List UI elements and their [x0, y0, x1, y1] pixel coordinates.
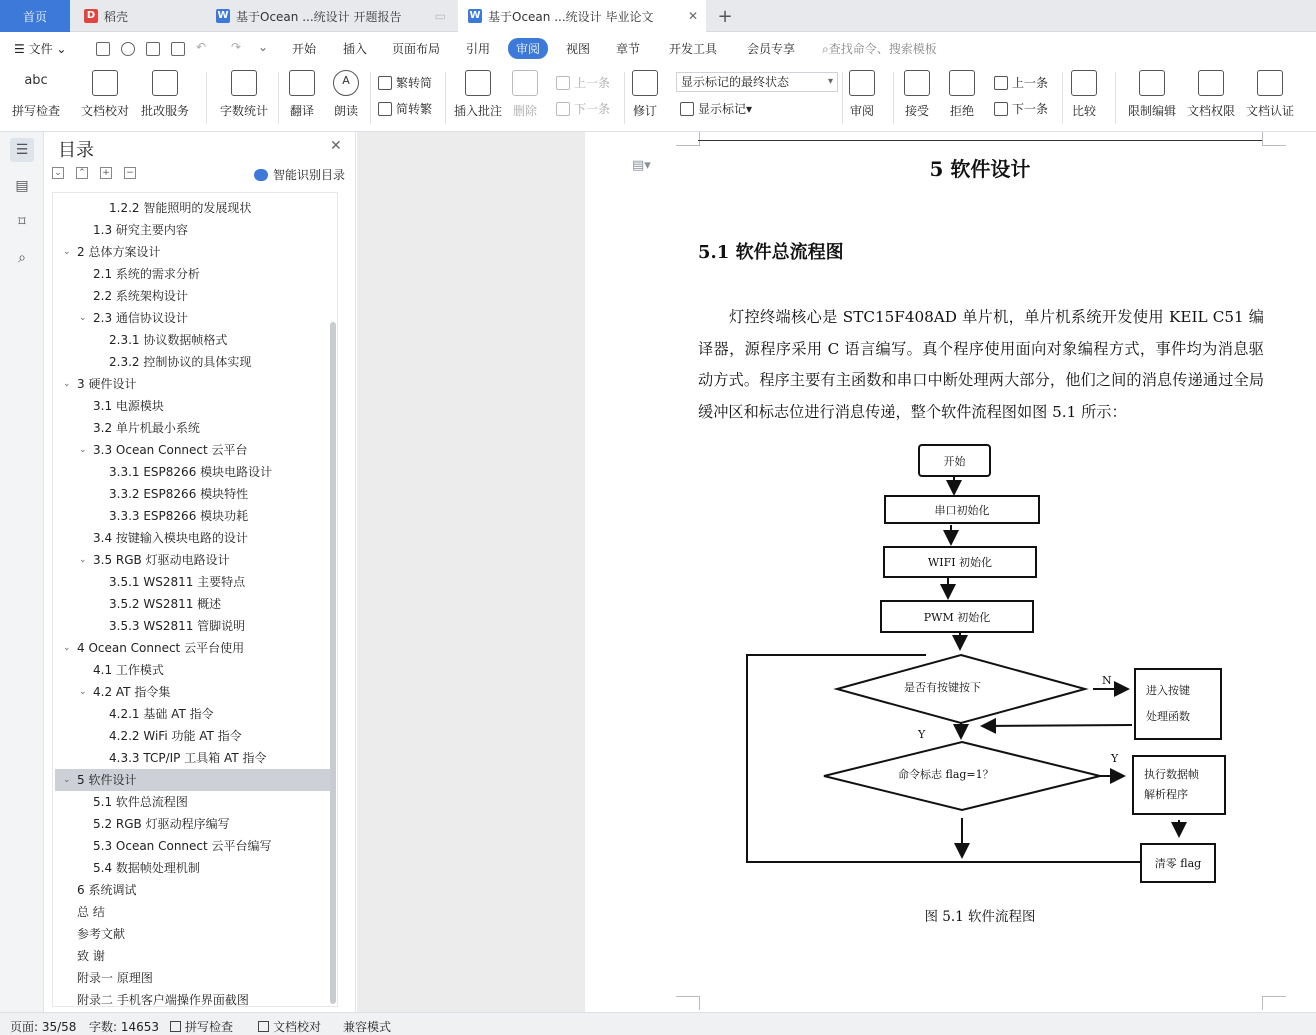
- doc-permission-label: 文档权限: [1187, 104, 1236, 118]
- toc-item-label: 2.1 系统的需求分析: [93, 267, 200, 281]
- flow-clear-flag[interactable]: 清零 flag: [1140, 843, 1216, 883]
- page-corner-mark: [676, 996, 700, 1010]
- toc-item-label: 4.2 AT 指令集: [93, 685, 171, 699]
- add-heading-icon[interactable]: +: [100, 167, 112, 179]
- chevron-down-icon[interactable]: ⌄: [79, 445, 87, 455]
- status-spell-check[interactable]: [170, 1018, 233, 1035]
- toc-item-label: 5.3 Ocean Connect 云平台编写: [93, 839, 272, 853]
- toc-scrollbar[interactable]: [330, 322, 336, 1004]
- compare-icon: [1071, 70, 1097, 96]
- markup-state-select[interactable]: 显示标记的最终状态 ▾: [676, 72, 838, 92]
- chevron-down-icon[interactable]: ⌄: [79, 313, 87, 323]
- body-paragraph[interactable]: 灯控终端核心是 STC15F408AD 单片机，单片机系统开发使用 KEIL C51 编译器，源程序采用 C 语言编写。真个程序使用面向对象编程方式，事件均为消息驱动方式。程序主要有主函数和串口中断处理两大部分，他们之间的消息传递通过全局缓冲区和标志位进行消息传递，整个软件流程图如图 5.1 所示：: [698, 308, 1264, 421]
- insert-comment-button[interactable]: [454, 70, 502, 119]
- tab-doc-thesis-label: 基于Ocean ...统设计 毕业论文: [488, 9, 654, 24]
- compat-mode: 兼容模式: [343, 1020, 392, 1034]
- status-bar: [0, 1012, 1316, 1035]
- toc-item[interactable]: [55, 329, 333, 351]
- daoke-icon: D: [84, 9, 98, 23]
- toc-item[interactable]: [55, 285, 333, 307]
- flow-label-y: Y: [918, 728, 926, 741]
- toc-item-label: 1.2.2 智能照明的发展现状: [109, 201, 252, 215]
- spell-check-icon: abc: [24, 73, 48, 88]
- restrict-edit-button[interactable]: [1128, 70, 1176, 119]
- insert-comment-icon: [465, 70, 491, 96]
- toc-item[interactable]: [55, 241, 333, 263]
- word-doc-icon: W: [469, 10, 481, 21]
- track-changes-button[interactable]: [632, 70, 658, 119]
- toc-item[interactable]: [55, 637, 333, 659]
- header-rule: [698, 140, 1262, 141]
- figure-caption[interactable]: 图 5.1 软件流程图: [924, 909, 1036, 925]
- collapse-all-icon[interactable]: ⌄: [52, 167, 64, 179]
- toc-item-label: 3.2 单片机最小系统: [93, 421, 200, 435]
- cloud-sync-icon: ▭: [434, 9, 446, 23]
- chapter-heading[interactable]: 5 软件设计: [929, 157, 1031, 181]
- spell-check-label: 拼写检查: [12, 104, 61, 118]
- word-count-indicator[interactable]: 字数: 14653: [89, 1020, 160, 1034]
- next-change-button[interactable]: [994, 100, 1048, 117]
- toc-item-label: 6 系统调试: [77, 883, 137, 897]
- toc-item-label: 3.3.1 ESP8266 模块电路设计: [109, 465, 273, 479]
- toc-item[interactable]: [55, 923, 333, 945]
- toc-item[interactable]: [55, 571, 333, 593]
- toc-item[interactable]: [55, 197, 333, 219]
- toc-item-label: 4.3.3 TCP/IP 工具箱 AT 指令: [109, 751, 267, 765]
- close-tab-icon[interactable]: ✕: [687, 9, 698, 23]
- doc-certify-button[interactable]: [1246, 70, 1294, 119]
- toc-item-label: 2.3.1 协议数据帧格式: [109, 333, 228, 347]
- toc-item[interactable]: [55, 791, 333, 813]
- toc-item-label: 3.3.2 ESP8266 模块特性: [109, 487, 249, 501]
- toc-item[interactable]: [55, 703, 333, 725]
- toc-item-label: 2.2 系统架构设计: [93, 289, 188, 303]
- read-aloud-icon: A: [333, 70, 359, 96]
- ai-icon: [254, 169, 268, 181]
- toc-item[interactable]: [55, 549, 333, 571]
- new-tab-button[interactable]: +: [717, 5, 733, 27]
- page-indicator[interactable]: 页面: 35/58: [10, 1020, 77, 1034]
- toc-item-label: 5 软件设计: [77, 773, 137, 787]
- simp-to-trad-icon: [378, 102, 392, 116]
- toc-item[interactable]: [55, 351, 333, 373]
- show-markup-label: 显示标记: [698, 102, 747, 116]
- smart-toc-label: 智能识别目录: [273, 168, 346, 182]
- delete-comment-button[interactable]: [512, 70, 538, 119]
- simp-to-trad-label: 简转繁: [396, 102, 433, 116]
- file-menu[interactable]: ☰ 文件 ⌄: [14, 42, 67, 56]
- ribbon-divider: [278, 72, 279, 124]
- trad-to-simp-button[interactable]: [378, 74, 432, 91]
- toc-item-label: 1.3 研究主要内容: [93, 223, 188, 237]
- ribbon-divider: [445, 72, 446, 124]
- word-count-icon: [231, 70, 257, 96]
- toc-item-label: 5.4 数据帧处理机制: [93, 861, 200, 875]
- toc-item-label: 4.1 工作模式: [93, 663, 164, 677]
- toc-item-label: 4 Ocean Connect 云平台使用: [77, 641, 245, 655]
- search-icon: ⌕: [822, 42, 829, 56]
- toc-item[interactable]: [55, 945, 333, 967]
- toc-item[interactable]: [55, 857, 333, 879]
- lock-icon: [1139, 70, 1165, 96]
- toc-item-label: 2.3 通信协议设计: [93, 311, 188, 325]
- toc-item[interactable]: [55, 813, 333, 835]
- word-count-button[interactable]: [220, 70, 268, 119]
- accept-label: 接受: [904, 104, 929, 118]
- flow-uart-init[interactable]: 串口初始化: [884, 495, 1040, 524]
- tab-doc-proposal[interactable]: [206, 0, 454, 32]
- tab-daoke-label: 稻壳: [104, 9, 129, 24]
- read-aloud-label: 朗读: [333, 104, 358, 118]
- annotate-service-icon: [152, 70, 178, 96]
- menu-start[interactable]: 开始: [292, 42, 317, 56]
- status-proof-label: 文档校对: [273, 1020, 322, 1034]
- export-icon[interactable]: [121, 42, 135, 56]
- review-pane-button[interactable]: [849, 70, 875, 119]
- flow-start[interactable]: 开始: [918, 444, 991, 477]
- toc-item[interactable]: [55, 681, 333, 703]
- read-aloud-button[interactable]: [333, 70, 359, 119]
- flow-flag-decision[interactable]: 命令标志 flag=1？: [898, 768, 994, 781]
- show-markup-button[interactable]: 显示标记 ▾: [680, 100, 752, 117]
- toc-item-label: 附录一 原理图: [77, 971, 153, 985]
- ribbon-divider: [370, 72, 371, 124]
- toc-item[interactable]: [55, 725, 333, 747]
- next-change-icon: [994, 102, 1008, 116]
- tab-home-label: 首页: [22, 9, 47, 24]
- reject-label: 拒绝: [949, 104, 974, 118]
- toc-item[interactable]: [55, 527, 333, 549]
- prev-comment-icon: [556, 76, 570, 90]
- menu-devtools[interactable]: 开发工具: [669, 42, 718, 56]
- toc-item[interactable]: [55, 439, 333, 461]
- section-heading[interactable]: 5.1 软件总流程图: [698, 242, 844, 263]
- bookmark-icon[interactable]: ⌑: [18, 214, 26, 230]
- toc-item[interactable]: [55, 373, 333, 395]
- annotate-service-button[interactable]: [141, 70, 189, 119]
- toc-item[interactable]: [55, 395, 333, 417]
- smart-toc-button[interactable]: [254, 166, 345, 183]
- reject-button[interactable]: [949, 70, 975, 119]
- flow-label-y: Y: [1111, 752, 1119, 765]
- toc-item-label: 3.4 按键输入模块电路的设计: [93, 531, 248, 545]
- spell-check-button[interactable]: [12, 70, 60, 119]
- toc-item-label: 附录二 手机客户端操作界面截图: [77, 993, 249, 1007]
- command-search-label: 查找命令、搜索模板: [828, 42, 937, 56]
- prev-change-icon: [994, 76, 1008, 90]
- prev-change-button[interactable]: [994, 74, 1048, 91]
- more-icon[interactable]: ⌄: [258, 40, 269, 54]
- next-change-label: 下一条: [1012, 102, 1049, 116]
- toc-panel: [44, 132, 356, 1012]
- word-doc-icon: W: [217, 10, 229, 21]
- menu-chapter[interactable]: 章节: [616, 42, 641, 56]
- toc-item[interactable]: [55, 835, 333, 857]
- toc-item-label: 3.1 电源模块: [93, 399, 164, 413]
- flow-parse-line2: 解析程序: [1144, 788, 1188, 801]
- flow-parse-line1: 执行数据帧: [1144, 768, 1199, 781]
- compare-label: 比较: [1071, 104, 1096, 118]
- trad-to-simp-icon: [378, 76, 392, 90]
- flow-key-handler-line2: 处理函数: [1146, 710, 1190, 723]
- next-comment-label: 下一条: [574, 102, 611, 116]
- software-flowchart: [736, 440, 1236, 900]
- tab-daoke[interactable]: [74, 0, 202, 32]
- save-icon[interactable]: [96, 42, 110, 56]
- menu-layout[interactable]: 页面布局: [392, 42, 441, 56]
- undo-icon[interactable]: ↶: [196, 40, 207, 54]
- page-corner-mark: [1262, 996, 1286, 1010]
- menu-reference[interactable]: 引用: [466, 42, 491, 56]
- toc-item[interactable]: [55, 967, 333, 989]
- toc-item-label: 3.3 Ocean Connect 云平台: [93, 443, 248, 457]
- toc-item-label: 2 总体方案设计: [77, 245, 161, 259]
- ribbon-divider: [893, 72, 894, 124]
- redo-icon[interactable]: ↷: [231, 40, 242, 54]
- toc-item[interactable]: [55, 483, 333, 505]
- remove-heading-icon[interactable]: −: [124, 167, 136, 179]
- toc-item-label: 2.3.2 控制协议的具体实现: [109, 355, 252, 369]
- page-corner-mark: [676, 132, 700, 146]
- next-comment-button[interactable]: [556, 100, 610, 117]
- chevron-down-icon[interactable]: ⌄: [63, 775, 71, 785]
- accept-button[interactable]: [904, 70, 930, 119]
- close-icon[interactable]: ✕: [330, 138, 342, 154]
- toc-item-label: 5.1 软件总流程图: [93, 795, 188, 809]
- page-corner-mark: [1262, 132, 1286, 146]
- translate-label: 翻译: [289, 104, 314, 118]
- chevron-down-icon[interactable]: ⌄: [79, 687, 87, 697]
- chevron-down-icon[interactable]: ⌄: [79, 555, 87, 565]
- toc-item-label: 3.5.3 WS2811 管脚说明: [109, 619, 246, 633]
- toc-panel-icon[interactable]: ☰: [10, 138, 34, 162]
- restrict-edit-label: 限制编辑: [1128, 104, 1177, 118]
- toc-item-label: 参考文献: [77, 927, 126, 941]
- ribbon-divider: [624, 72, 625, 124]
- toc-item[interactable]: [55, 659, 333, 681]
- prev-change-label: 上一条: [1012, 76, 1049, 90]
- show-markup-icon: [680, 102, 694, 116]
- menu-bar: [0, 32, 1316, 66]
- proofread-icon: [92, 70, 118, 96]
- menu-insert[interactable]: 插入: [343, 42, 368, 56]
- compare-button[interactable]: [1071, 70, 1097, 119]
- toc-item[interactable]: [55, 901, 333, 923]
- document-menu-icon[interactable]: ▤▾: [632, 158, 651, 173]
- toc-item-label: 3.3.3 ESP8266 模块功耗: [109, 509, 249, 523]
- tab-doc-thesis[interactable]: [458, 0, 706, 32]
- flow-key-decision[interactable]: 是否有按键按下: [904, 681, 981, 694]
- file-menu-label: 文件: [28, 42, 53, 56]
- menu-review[interactable]: 审阅: [508, 38, 548, 59]
- toc-item[interactable]: [55, 989, 333, 1007]
- toc-item-label: 3 硬件设计: [77, 377, 137, 391]
- check-icon: [170, 1021, 181, 1032]
- review-ribbon: [0, 66, 1316, 132]
- chevron-down-icon[interactable]: ⌄: [63, 643, 71, 653]
- toc-item[interactable]: [55, 747, 333, 769]
- chapter-nav-icon[interactable]: ▤: [15, 178, 29, 194]
- toc-item-label: 4.2.2 WiFi 功能 AT 指令: [109, 729, 242, 743]
- delete-comment-label: 删除: [512, 104, 537, 118]
- trad-to-simp-label: 繁转简: [396, 76, 433, 90]
- toc-list: [52, 192, 338, 1007]
- toc-item-label: 3.5.1 WS2811 主要特点: [109, 575, 246, 589]
- track-changes-label: 修订: [632, 104, 657, 118]
- toc-item-label: 总 结: [77, 905, 105, 919]
- doc-certify-label: 文档认证: [1246, 104, 1295, 118]
- flow-parse[interactable]: [1132, 755, 1226, 815]
- ribbon-divider: [842, 72, 843, 124]
- flow-key-handler[interactable]: [1134, 668, 1222, 740]
- word-count-label: 字数统计: [220, 104, 269, 118]
- permission-icon: [1198, 70, 1224, 96]
- toc-item[interactable]: [55, 615, 333, 637]
- check-icon: [258, 1021, 269, 1032]
- doc-permission-button[interactable]: [1187, 70, 1235, 119]
- ribbon-divider: [1062, 72, 1063, 124]
- flow-wifi-init[interactable]: WIFI 初始化: [883, 546, 1037, 578]
- toc-item[interactable]: [55, 769, 333, 791]
- review-pane-icon: [849, 70, 875, 96]
- proofread-button[interactable]: [81, 70, 129, 119]
- command-search[interactable]: [822, 40, 937, 57]
- toc-item[interactable]: [55, 307, 333, 329]
- proofread-label: 文档校对: [81, 104, 130, 118]
- ribbon-divider: [1115, 72, 1116, 124]
- accept-icon: [904, 70, 930, 96]
- menu-view[interactable]: 视图: [566, 42, 591, 56]
- nav-icon-bar: [0, 132, 44, 1012]
- annotate-service-label: 批改服务: [141, 104, 190, 118]
- hamburger-icon: ☰: [14, 42, 29, 56]
- shield-icon: [1257, 70, 1283, 96]
- toc-item[interactable]: [55, 505, 333, 527]
- review-pane-label: 审阅: [849, 104, 874, 118]
- expand-up-icon[interactable]: ⌃: [76, 167, 88, 179]
- insert-comment-label: 插入批注: [454, 104, 503, 118]
- tab-doc-proposal-label: 基于Ocean ...统设计 开题报告: [236, 9, 402, 24]
- menu-member[interactable]: 会员专享: [747, 42, 796, 56]
- flow-label-n: N: [1102, 674, 1112, 687]
- prev-comment-label: 上一条: [574, 76, 611, 90]
- flow-key-handler-line1: 进入按键: [1146, 684, 1190, 697]
- ribbon-divider: [206, 72, 207, 124]
- toc-item[interactable]: [55, 461, 333, 483]
- toc-item[interactable]: [55, 593, 333, 615]
- prev-comment-button[interactable]: [556, 74, 610, 91]
- translate-icon: [289, 70, 315, 96]
- chevron-down-icon[interactable]: ⌄: [63, 247, 71, 257]
- tab-bar: [0, 0, 1316, 32]
- track-changes-icon: [632, 70, 658, 96]
- toc-item-label: 3.5.2 WS2811 概述: [109, 597, 222, 611]
- status-proofread[interactable]: [258, 1018, 321, 1035]
- toc-item[interactable]: [55, 417, 333, 439]
- toc-item[interactable]: [55, 263, 333, 285]
- delete-comment-icon: [512, 70, 538, 96]
- print-icon[interactable]: [146, 42, 160, 56]
- workspace-margin: [357, 132, 585, 1012]
- translate-button[interactable]: [289, 70, 315, 119]
- toc-title: 目录: [58, 140, 94, 161]
- search-icon[interactable]: ⌕: [18, 250, 26, 266]
- toc-item-label: 致 谢: [77, 949, 105, 963]
- flow-pwm-init[interactable]: PWM 初始化: [880, 600, 1034, 633]
- simp-to-trad-button[interactable]: [378, 100, 432, 117]
- chevron-down-icon[interactable]: ⌄: [63, 379, 71, 389]
- toc-item[interactable]: [55, 879, 333, 901]
- toc-item-label: 5.2 RGB 灯驱动程序编写: [93, 817, 230, 831]
- print-preview-icon[interactable]: [171, 42, 185, 56]
- status-spell-label: 拼写检查: [185, 1020, 234, 1034]
- toc-item-label: 3.5 RGB 灯驱动电路设计: [93, 553, 230, 567]
- tab-home[interactable]: [0, 0, 70, 32]
- next-comment-icon: [556, 102, 570, 116]
- toc-item[interactable]: [55, 219, 333, 241]
- toc-item-label: 4.2.1 基础 AT 指令: [109, 707, 214, 721]
- reject-icon: [949, 70, 975, 96]
